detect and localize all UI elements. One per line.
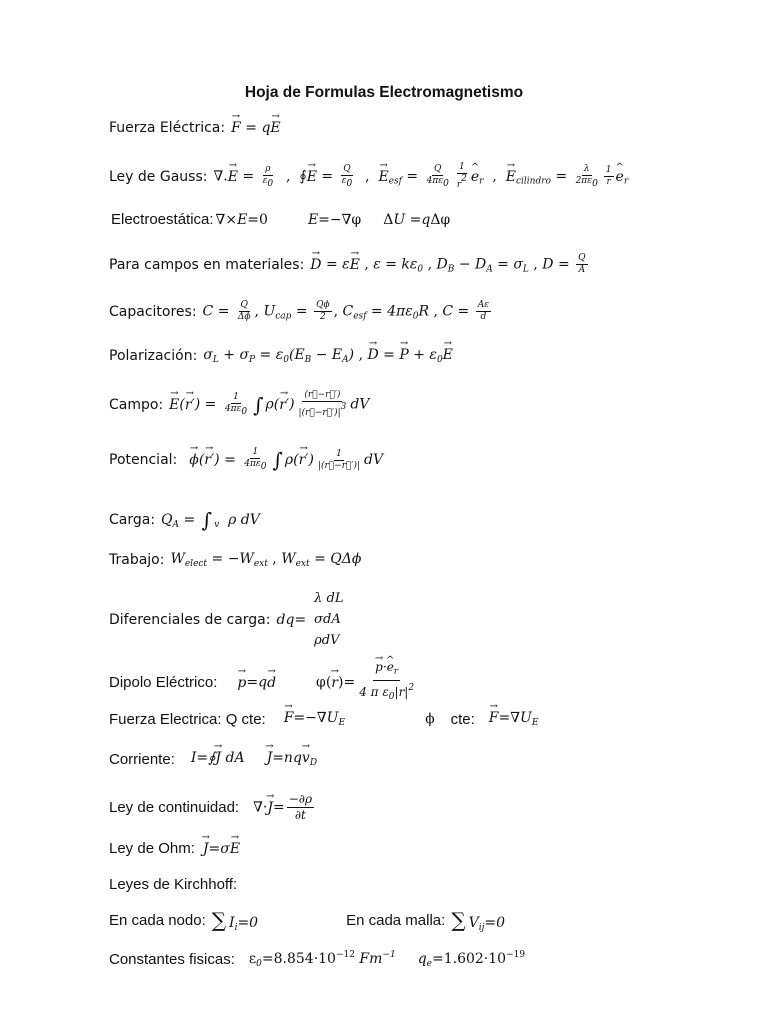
label-capacitores: Capacitores: [109, 303, 197, 320]
label-ohm: Ley de Ohm: [109, 840, 195, 857]
formula-ohm [109, 840, 240, 857]
eq-polarizacion: $\sigma_L + \sigma_P = \varepsilon_0(E_B - E_A)$ , → D = → $P + \varepsilon_0\to E$ [203, 347, 453, 365]
label-trabajo: Trabajo: [109, 552, 165, 568]
label-malla: En cada malla: [346, 912, 446, 929]
eq-ohm: → J=σ→ E [203, 841, 240, 857]
phi-symbol: ϕ [425, 711, 435, 727]
label-campo: Campo: [109, 396, 164, 413]
label-diferenciales: Diferenciales de carga: [109, 611, 271, 628]
formula-continuidad [109, 792, 316, 823]
page-title: Hoja de Formulas Electromagnetismo [244, 84, 524, 101]
label-constantes: Constantes fisicas: [109, 951, 235, 968]
formula-polarizacion [109, 347, 453, 365]
label-nodo: En cada nodo: [109, 912, 206, 929]
eq-constantes: $\varepsilon_0=8.854\cdot 10^{-12}$ $Fm^{-1}$ $q_e=1.602\cdot 10^{-19}$ [248, 950, 526, 969]
eq-gauss: ∇.→ E = $\frac{\rho}{\varepsilon_0}$ , ∮→ E = $\frac{Q}{\varepsilon_0}$ , → $E_{esf}$ = $\frac{Q}{4\pi\varepsilon_0}$ $\frac{1}{r^2}$ ^ $e_r$ , → $E_{cilindro}$ = $\frac{\lambda}{2\pi\varepsilon_0}$ $\frac{1}{r}$ ^ $e_r$ [213, 162, 628, 191]
formula-carga [109, 508, 260, 532]
label-fuerza-q: Fuerza Electrica: Q cte: [109, 710, 266, 728]
eq-continuidad: ∇·→ J= $\frac{-\partial\rho}{\partial t}$ [253, 792, 316, 823]
label-materiales: Para campos en materiales: [109, 256, 305, 273]
label-fuerza-electrica: Fuerza Eléctrica: [109, 120, 226, 136]
eq-materiales: → D = ε→ E , $\varepsilon = k\varepsilon_0$ , $D_B - D_A = \sigma_L$ , D = $\frac{Q}{A}$ [310, 253, 589, 276]
label-polarizacion: Polarización: [109, 348, 198, 364]
formula-potencial [109, 447, 383, 473]
formula-ley-gauss [109, 162, 628, 191]
eq-campo: → E(→ r′) = $\frac{1}{4\pi\varepsilon_0}$ ∫ ρ(→ r′) $\frac{(r⃗-r⃗')}{|(r⃗-r⃗')|^3}$ dV [169, 390, 369, 419]
dif-superficie: σdA [314, 612, 341, 627]
eq-dq: dq= [276, 611, 307, 628]
formula-kirchhoff [109, 876, 243, 893]
formula-campo [109, 390, 369, 419]
label-corriente: Corriente: [109, 750, 175, 768]
formula-dipolo [109, 660, 418, 705]
eq-electroestatica: ∇×E=0 E=−∇φ ΔU =qΔφ [215, 211, 451, 228]
formula-nodo-malla [109, 908, 505, 933]
formula-trabajo [109, 551, 361, 569]
diferenciales-list [314, 588, 343, 651]
label-carga: Carga: [109, 512, 156, 528]
eq-fuerza: → F = q→ E [231, 120, 281, 136]
eq-carga: $Q_A$ = ∫ $_v$ ρ dV [161, 508, 260, 532]
formula-fuerza-q [109, 710, 538, 728]
formula-constantes [109, 950, 525, 969]
formula-corriente [109, 750, 317, 768]
label-dipolo: Dipolo Eléctrico: [109, 674, 218, 691]
formula-materiales [109, 253, 590, 276]
label-potencial: Potencial: [109, 452, 178, 468]
eq-dipolo: → p=q→ d φ(→ r)= → $\frac{p\cdot\^{} e_r}{4 \pi \varepsilon_0|r|^2}$ [237, 660, 418, 705]
label-continuidad: Ley de continuidad: [109, 799, 240, 816]
label-electroestatica: Electroestática: [111, 211, 214, 228]
eq-trabajo: $W_{elect} = -W_{ext}$ , $W_{ext} = Q\Delta\phi$ [170, 551, 362, 569]
dif-linea: λ dL [314, 591, 344, 606]
dif-volumen: ρdV [314, 633, 340, 648]
eq-potencial: → ϕ(→ r′) = $\frac{1}{4\pi\varepsilon_0}$ ∫ ρ(→ r′) $\frac{1}{|(r⃗-r⃗')|}$ dV [189, 447, 383, 473]
formula-capacitores [109, 300, 493, 323]
eq-corriente: I=∮→ J $dA\to J=nq\to v_D$ [191, 750, 317, 768]
eq-capacitores: C = $\frac{Q}{\Delta\phi}$ , $U_{cap}$ = $\frac{Q\phi}{2}$ , $C_{esf} = 4\pi\varepsilon_0R$ , C = $\frac{A\varepsilon}{d}$ [202, 300, 490, 322]
label-phi-cte: cte: [450, 710, 475, 728]
formula-electroestatica [111, 211, 450, 228]
eq-nodo: ∑ $I_i=0$ [211, 908, 259, 933]
formula-fuerza-electrica [109, 120, 281, 136]
eq-fuerza-phi: → $F=\nabla U_E$ [489, 710, 539, 728]
label-ley-gauss: Ley de Gauss: [109, 168, 208, 185]
label-kirchhoff: Leyes de Kirchhoff: [109, 876, 238, 893]
formula-diferenciales [109, 588, 343, 651]
eq-fuerza-q: → $F=-\nabla U_E$ [284, 710, 345, 728]
eq-malla: ∑ $V_{ij}=0$ [451, 908, 506, 933]
